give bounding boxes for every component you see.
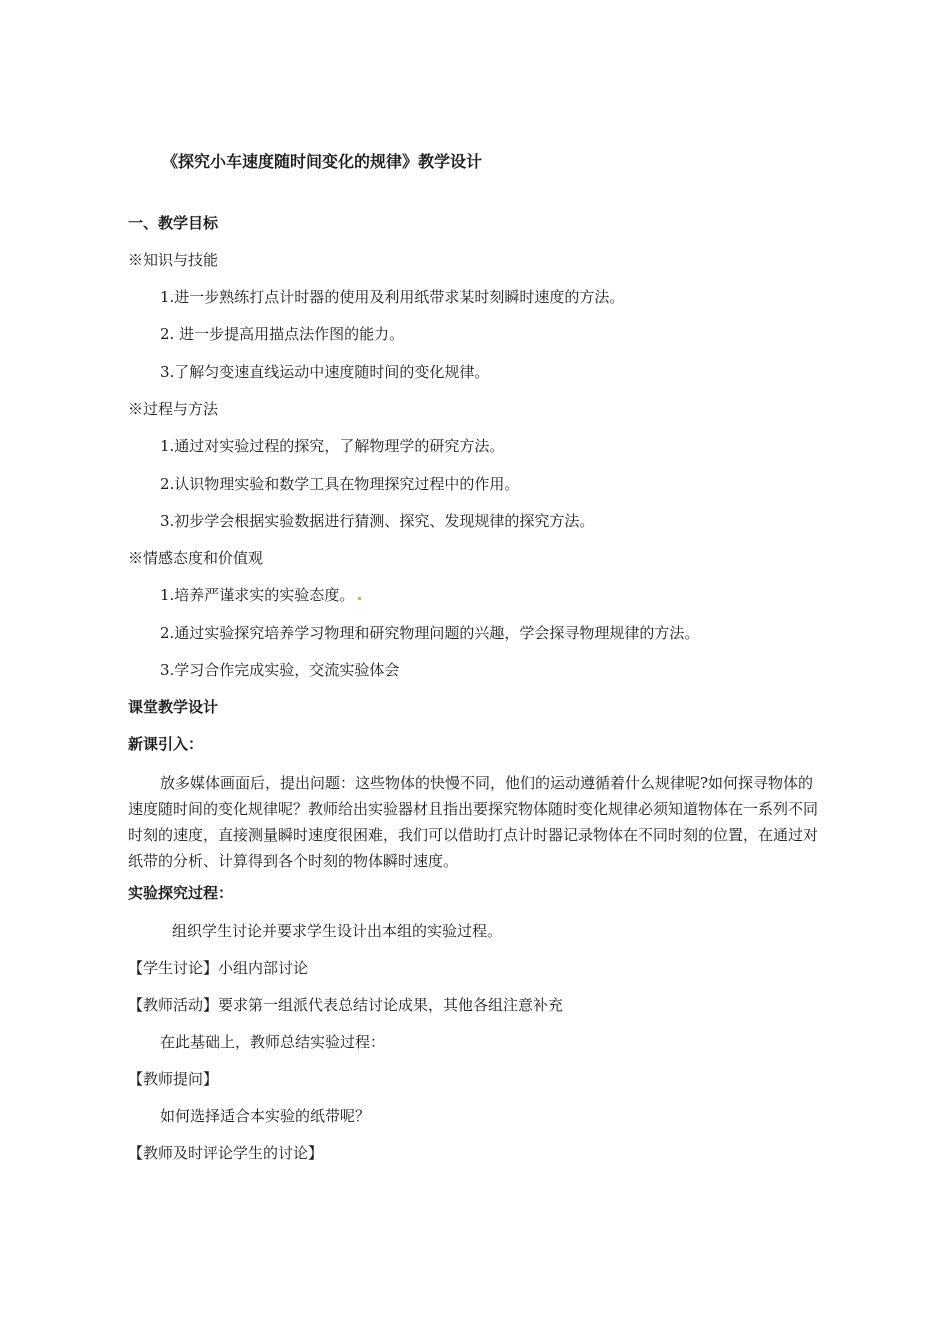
experiment-paragraph: 组织学生讨论并要求学生设计出本组的实验过程。 [172, 922, 503, 940]
summary-line: 在此基础上，教师总结实验过程： [160, 1033, 386, 1051]
student-discussion-line: 【学生讨论】小组内部讨论 [128, 959, 309, 977]
teacher-question-heading: 【教师提问】 [128, 1070, 219, 1088]
intro-paragraph: 放多媒体画面后，提出问题：这些物体的快慢不同，他们的运动遵循着什么规律呢?如何探寻物体的速度随时间的变化规律呢？教师给出实验器材且指出要探究物体随时变化规律必须知道物体在一系列不同时刻的速度，直接测量瞬时速度很困难，我们可以借助打点计时器记录物体在不同时刻的位置，在通过对纸带的分析、计算得到各个时刻的物体瞬时速度。 [128, 774, 819, 870]
subheading-emotion: ※情感态度和价值观 [128, 549, 264, 567]
list-item: 3.学习合作完成实验，交流实验体会 [160, 661, 400, 679]
subheading-knowledge: ※知识与技能 [128, 251, 219, 269]
teacher-activity-line: 【教师活动】要求第一组派代表总结讨论成果，其他各组注意补充 [128, 996, 564, 1014]
list-item: 2. 进一步提高用描点法作图的能力。 [160, 325, 405, 343]
section-heading-classroom: 课堂教学设计 [128, 698, 219, 716]
subheading-intro: 新课引入： [128, 735, 204, 753]
section-heading-objectives: 一、教学目标 [128, 214, 219, 232]
list-item: 3.了解匀变速直线运动中速度随时间的变化规律。 [160, 363, 490, 381]
document-title: 《探究小车速度随时间变化的规律》教学设计 [162, 152, 483, 171]
list-item [160, 585, 361, 605]
subheading-experiment: 实验探究过程： [128, 884, 234, 902]
list-item: 1.进一步熟练打点计时器的使用及利用纸带求某时刻瞬时速度的方法。 [160, 288, 625, 306]
subheading-process: ※过程与方法 [128, 400, 219, 418]
list-item: 3.初步学会根据实验数据进行猜测、探究、发现规律的探究方法。 [160, 512, 595, 530]
teacher-question-text: 如何选择适合本实验的纸带呢？ [160, 1107, 371, 1125]
list-item: 2.认识物理实验和数学工具在物理探究过程中的作用。 [160, 475, 520, 493]
list-item: 1.通过对实验过程的探究，了解物理学的研究方法。 [160, 437, 505, 455]
teacher-comment-line: 【教师及时评论学生的讨论】 [128, 1144, 324, 1162]
scan-mark [358, 597, 361, 600]
list-item: 2.通过实验探究培养学习物理和研究物理问题的兴趣，学会探寻物理规律的方法。 [160, 624, 700, 642]
list-item-text: 1.培养严谨求实的实验态度。 [160, 586, 355, 604]
